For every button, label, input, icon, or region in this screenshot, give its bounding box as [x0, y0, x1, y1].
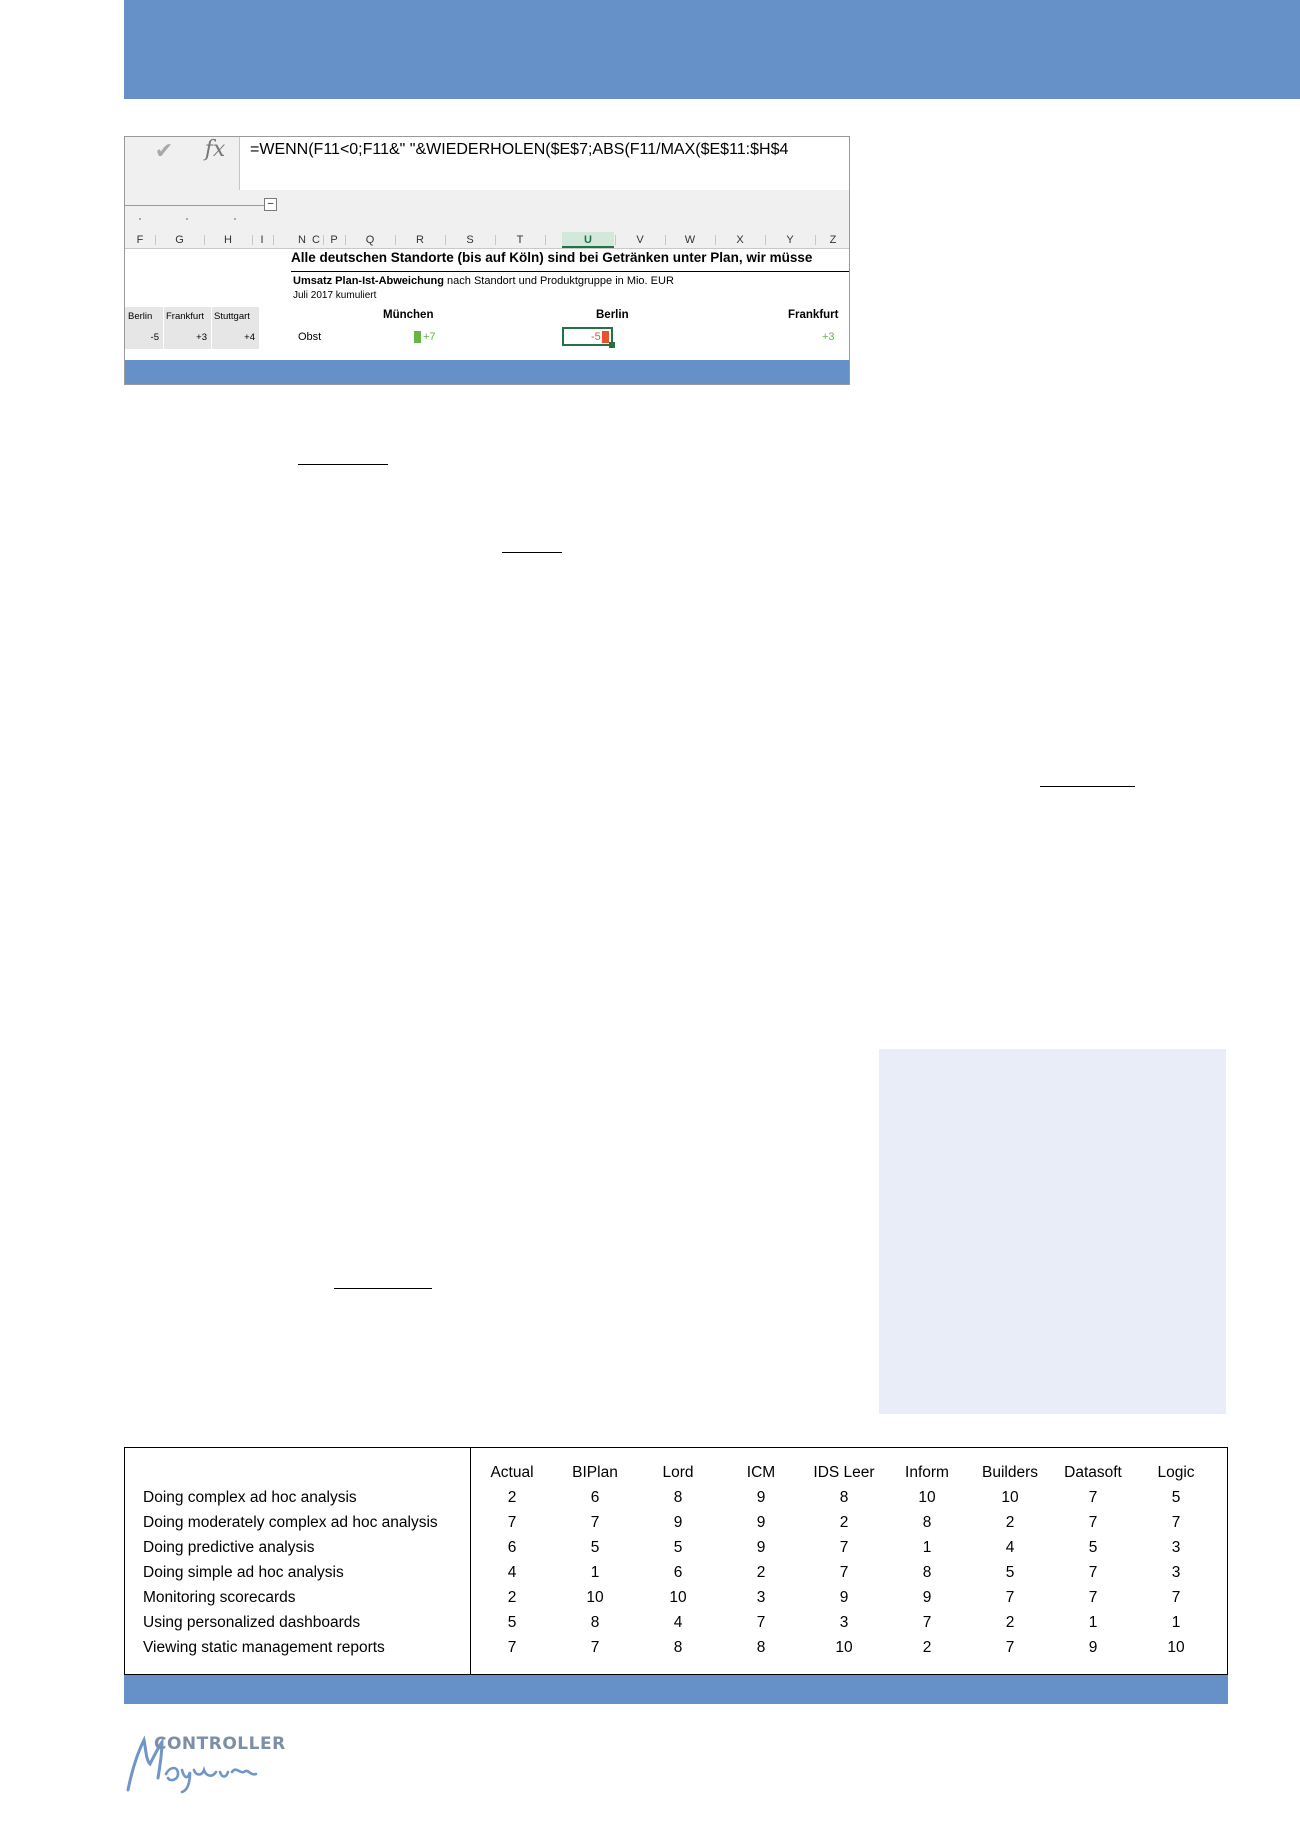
location-frankfurt[interactable]: Frankfurt: [788, 309, 839, 321]
table-cell: 5: [1171, 1489, 1181, 1506]
column-header[interactable]: Q: [365, 234, 375, 246]
table-cell: 10: [1001, 1489, 1019, 1506]
table-cell: 7: [1171, 1589, 1181, 1606]
table-header-cell: Actual: [490, 1464, 534, 1481]
mini-header-frankfurt[interactable]: Frankfurt: [166, 311, 205, 322]
mini-value-stuttgart[interactable]: +4: [244, 332, 255, 343]
table-cell: 9: [1088, 1639, 1098, 1656]
formula-bar: [125, 137, 850, 190]
fx-icon[interactable]: fx: [204, 137, 226, 162]
outline-group-area: [125, 190, 850, 232]
table-cell: 7: [507, 1514, 517, 1531]
formula-text: =WENN(F11<0;F11&" "&WIEDERHOLEN($E$7;ABS(F11/MAX($E$11:$H$4: [250, 141, 789, 158]
table-row-label: Using personalized dashboards: [143, 1614, 361, 1631]
column-header[interactable]: Z: [829, 234, 837, 246]
selected-cell[interactable]: [562, 327, 613, 346]
table-row-label: Doing simple ad hoc analysis: [143, 1564, 344, 1581]
table-cell: 5: [673, 1539, 683, 1556]
sheet-subtitle[interactable]: [293, 274, 674, 288]
column-header[interactable]: R: [416, 234, 424, 246]
table-cell: 8: [673, 1489, 683, 1506]
table-caption-band: [124, 1675, 1228, 1704]
table-cell: 9: [839, 1589, 849, 1606]
table-cell: 4: [507, 1564, 517, 1581]
mini-header-berlin[interactable]: Berlin: [128, 311, 153, 322]
column-header[interactable]: X: [736, 234, 744, 246]
column-headers: [125, 232, 850, 249]
mini-header-stuttgart[interactable]: Stuttgart: [214, 311, 250, 322]
table-cell: 8: [839, 1489, 849, 1506]
table-cell: 2: [507, 1589, 517, 1606]
table-row-label: Doing moderately complex ad hoc analysis: [143, 1514, 438, 1531]
table-row-label: Doing predictive analysis: [143, 1539, 315, 1556]
column-header[interactable]: Y: [786, 234, 794, 246]
table-header-cell: Lord: [662, 1464, 694, 1481]
screenshot-caption-band: [125, 360, 850, 385]
column-header[interactable]: P: [330, 234, 338, 246]
table-cell: 3: [756, 1589, 766, 1606]
subtitle-bold: Umsatz Plan-Ist-Abweichung: [293, 275, 444, 287]
column-separator: [545, 235, 546, 245]
table-cell: 3: [839, 1614, 849, 1631]
table-cell: 8: [756, 1639, 766, 1656]
table-cell: 2: [922, 1639, 932, 1656]
table-cell: 6: [673, 1564, 683, 1581]
table-cell: 7: [1005, 1589, 1015, 1606]
table-cell: 5: [507, 1614, 517, 1631]
table-cell: 7: [590, 1639, 600, 1656]
column-header[interactable]: F: [136, 234, 144, 246]
formula-input[interactable]: [239, 137, 850, 190]
link-underline[interactable]: [334, 1288, 432, 1289]
table-cell: 1: [590, 1564, 600, 1581]
table-cell: 4: [673, 1614, 683, 1631]
column-header[interactable]: T: [516, 234, 524, 246]
table-cell: 9: [756, 1539, 766, 1556]
column-separator: [273, 235, 274, 245]
column-header[interactable]: H: [224, 234, 232, 246]
subtitle-rest: nach Standort und Produktgruppe in Mio. EUR: [447, 275, 674, 287]
column-header[interactable]: W: [684, 234, 696, 246]
mini-value-frankfurt[interactable]: +3: [196, 332, 207, 343]
table-header-cell: ICM: [746, 1464, 776, 1481]
sheet-headline[interactable]: Alle deutschen Standorte (bis auf Köln) sind bei Getränken unter Plan, wir müsse: [291, 250, 813, 265]
table-row-label: Monitoring scorecards: [143, 1589, 296, 1606]
table-row-label: Viewing static management reports: [143, 1639, 385, 1656]
column-header[interactable]: I: [260, 234, 264, 246]
mini-table-separator: [211, 307, 212, 349]
table-header-cell: IDS Leer: [813, 1464, 875, 1481]
mini-table-separator: [163, 307, 164, 349]
location-berlin[interactable]: Berlin: [596, 309, 629, 321]
column-header[interactable]: G: [175, 234, 184, 246]
table-cell: 7: [839, 1539, 849, 1556]
table-header-cell: Builders: [982, 1464, 1038, 1481]
table-cell: 5: [1088, 1539, 1098, 1556]
outline-dot: [234, 218, 236, 220]
headline-rule: [291, 271, 850, 272]
logo-text: CONTROLLER: [154, 1734, 286, 1754]
collapse-group-button[interactable]: –: [264, 198, 277, 211]
table-cell: 2: [839, 1514, 849, 1531]
sidebar-box: [879, 1049, 1226, 1414]
value-muenchen-text: +7: [423, 331, 436, 343]
table-cell: 9: [922, 1589, 932, 1606]
table-cell: 2: [1005, 1614, 1015, 1631]
table-cell: 9: [673, 1514, 683, 1531]
outline-dot: [186, 218, 188, 220]
table-cell: 10: [586, 1589, 604, 1606]
table-cell: 10: [669, 1589, 687, 1606]
excel-screenshot: [124, 136, 850, 385]
value-berlin-text: -5: [591, 331, 601, 343]
table-header-cell: Datasoft: [1064, 1464, 1122, 1481]
check-icon[interactable]: ✔: [154, 138, 174, 163]
outline-group-line: [125, 205, 265, 206]
value-frankfurt[interactable]: +3: [822, 331, 835, 343]
fill-handle[interactable]: [609, 342, 615, 348]
table-cell: 8: [922, 1514, 932, 1531]
column-header-active[interactable]: U: [562, 232, 614, 248]
table-cell: 7: [756, 1614, 766, 1631]
positive-bar: [414, 331, 421, 343]
table-cell: 6: [590, 1489, 600, 1506]
sheet-date[interactable]: Juli 2017 kumuliert: [293, 290, 377, 301]
table-cell: 9: [756, 1514, 766, 1531]
link-underline[interactable]: [1040, 786, 1135, 787]
table-cell: 5: [590, 1539, 600, 1556]
table-cell: 10: [835, 1639, 853, 1656]
table-cell: 2: [507, 1489, 517, 1506]
table-cell: 2: [756, 1564, 766, 1581]
table-cell: 3: [1171, 1564, 1181, 1581]
table-cell: 6: [507, 1539, 517, 1556]
table-cell: 1: [1171, 1614, 1181, 1631]
table-cell: 9: [756, 1489, 766, 1506]
table-cell: 8: [922, 1564, 932, 1581]
table-cell: 2: [1005, 1514, 1015, 1531]
column-header[interactable]: V: [636, 234, 644, 246]
controller-magazin-logo: [122, 1730, 286, 1796]
table-cell: 7: [1171, 1514, 1181, 1531]
table-cell: 7: [1088, 1564, 1098, 1581]
table-cell: 10: [1167, 1639, 1185, 1656]
mini-value-berlin[interactable]: -5: [150, 332, 159, 343]
location-muenchen[interactable]: München: [383, 309, 434, 321]
table-header-cell: Inform: [905, 1464, 949, 1481]
column-header[interactable]: N: [298, 234, 306, 246]
value-muenchen[interactable]: [414, 330, 436, 344]
link-underline[interactable]: [502, 552, 562, 553]
table-cell: 1: [922, 1539, 932, 1556]
table-cell: 8: [590, 1614, 600, 1631]
table-cell: 7: [1088, 1589, 1098, 1606]
outline-dot: [139, 218, 141, 220]
column-header[interactable]: S: [466, 234, 474, 246]
table-cell: 1: [1088, 1614, 1098, 1631]
table-cell: 8: [673, 1639, 683, 1656]
table-cell: 10: [918, 1489, 936, 1506]
table-cell: 7: [507, 1639, 517, 1656]
column-header[interactable]: C: [312, 234, 320, 246]
table-cell: 7: [839, 1564, 849, 1581]
link-underline[interactable]: [298, 464, 388, 465]
table-cell: 4: [1005, 1539, 1015, 1556]
table-cell: 7: [1088, 1514, 1098, 1531]
row-label-obst[interactable]: Obst: [298, 331, 322, 343]
table-cell: 5: [1005, 1564, 1015, 1581]
table-cell: 7: [1088, 1489, 1098, 1506]
table-cell: 7: [590, 1514, 600, 1531]
table-row-label: Doing complex ad hoc analysis: [143, 1489, 357, 1506]
table-cell: 7: [922, 1614, 932, 1631]
table-header-cell: BIPlan: [572, 1464, 618, 1481]
table-header-cell: Logic: [1157, 1464, 1195, 1481]
table-cell: 7: [1005, 1639, 1015, 1656]
header-band: [124, 0, 1300, 99]
table-cell: 3: [1171, 1539, 1181, 1556]
